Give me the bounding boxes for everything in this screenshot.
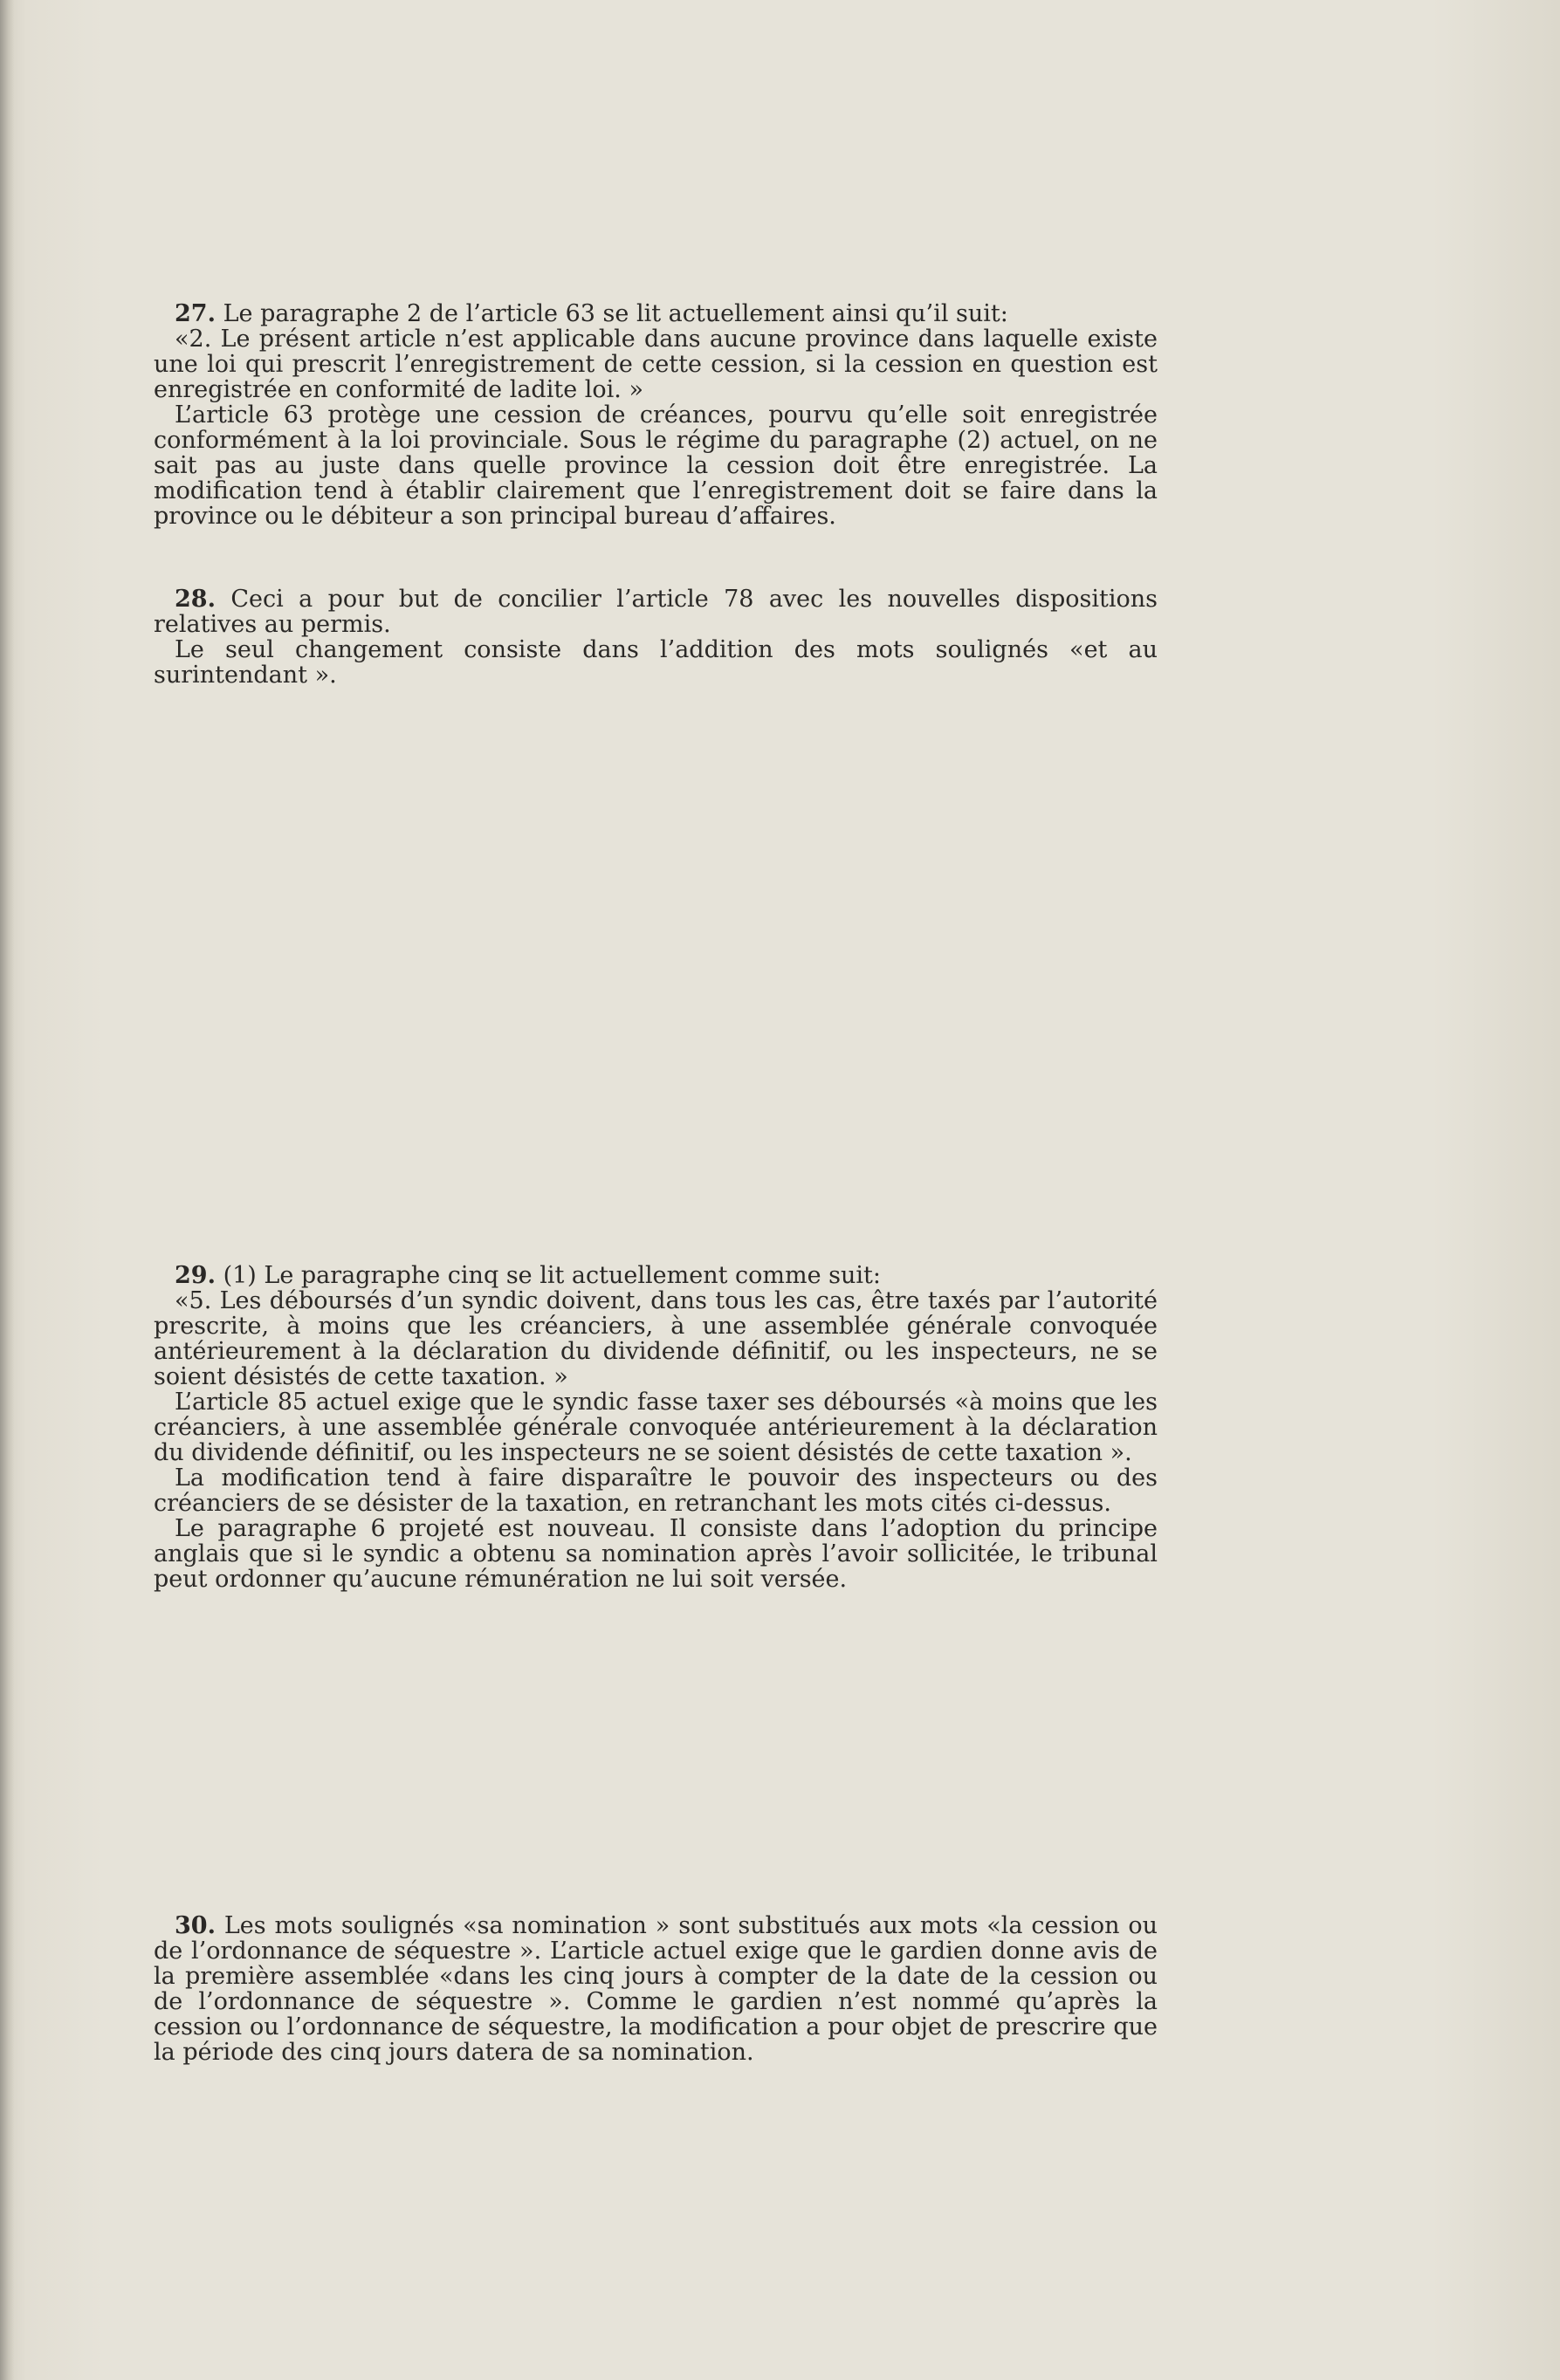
section-29-para-5: Le paragraphe 6 projeté est nouveau. Il consiste dans l’adoption du principe anglais que si le syndic a obtenu sa nomination après l’avoir sollicitée, le tribunal peut ordonner qu’aucune rémunération ne lui soit versée. xyxy=(154,1515,1158,1593)
section-28-para-1 xyxy=(154,586,1158,637)
section-27 xyxy=(154,301,1158,529)
binding-gutter xyxy=(0,0,14,2380)
section-30 xyxy=(154,1913,1158,2065)
section-27-para-2: «2. Le présent article n’est applicable dans aucune province dans laquelle existe une loi qui prescrit l’enregistrement de cette cession, si la cession en question est enregistrée en conformité de ladite loi. » xyxy=(154,326,1158,403)
section-number: 27. xyxy=(175,300,216,327)
section-28 xyxy=(154,586,1158,688)
section-number: 29. xyxy=(175,1262,216,1289)
section-29-para-3: L’article 85 actuel exige que le syndic fasse taxer ses déboursés «à moins que les créanciers, à une assemblée générale convoquée antérieurement à la déclaration du dividende définitif, ou les inspecteurs ne se soient désistés de cette taxation ». xyxy=(154,1389,1158,1466)
paragraph-text: (1) Le paragraphe cinq se lit actuellement comme suit: xyxy=(223,1262,881,1289)
paragraph-text: Le paragraphe 2 de l’article 63 se lit actuellement ainsi qu’il suit: xyxy=(223,300,1008,327)
paragraph-text: Ceci a pour but de concilier l’article 78 avec les nouvelles dispositions relatives au permis. xyxy=(154,586,1158,638)
section-29-para-1 xyxy=(154,1263,1158,1288)
section-number: 30. xyxy=(175,1912,216,1939)
paragraph-text: Les mots soulignés «sa nomination » sont substitués aux mots «la cession ou de l’ordonnance de séquestre ». L’article actuel exige que le gardien donne avis de la première assemblée «dans les cinq jours à compter de la date de la cession ou de l’ordonnance de séquestre ». Comme le gardien n’est nommé qu’après la cession ou l’ordonnance de séquestre, la modification a pour objet de prescrire que la période des cinq jours datera de sa nomination. xyxy=(154,1912,1158,2066)
section-27-para-1 xyxy=(154,301,1158,326)
section-29-para-2: «5. Les déboursés d’un syndic doivent, dans tous les cas, être taxés par l’autorité prescrite, à moins que les créanciers, à une assemblée générale convoquée antérieurement à la déclaration du dividende définitif, ou les inspecteurs, ne se soient désistés de cette taxation. » xyxy=(154,1287,1158,1390)
section-27-para-3: L’article 63 protège une cession de créances, pourvu qu’elle soit enregistrée conformément à la loi provinciale. Sous le régime du paragraphe (2) actuel, on ne sait pas au juste dans quelle province la cession doit être enregistrée. La modification tend à établir clairement que l’enregistrement doit se faire dans la province ou le débiteur a son principal bureau d’affaires. xyxy=(154,401,1158,530)
show-through-texture xyxy=(122,70,642,161)
section-28-para-2: Le seul changement consiste dans l’addition des mots soulignés «et au surintendant ». xyxy=(154,636,1158,689)
section-30-para-1 xyxy=(154,1913,1158,2065)
section-29-para-4: La modification tend à faire disparaître le pouvoir des inspecteurs ou des créanciers de se désister de la taxation, en retranchant les mots cités ci-dessus. xyxy=(154,1464,1158,1517)
section-29 xyxy=(154,1263,1158,1592)
section-number: 28. xyxy=(175,586,216,613)
